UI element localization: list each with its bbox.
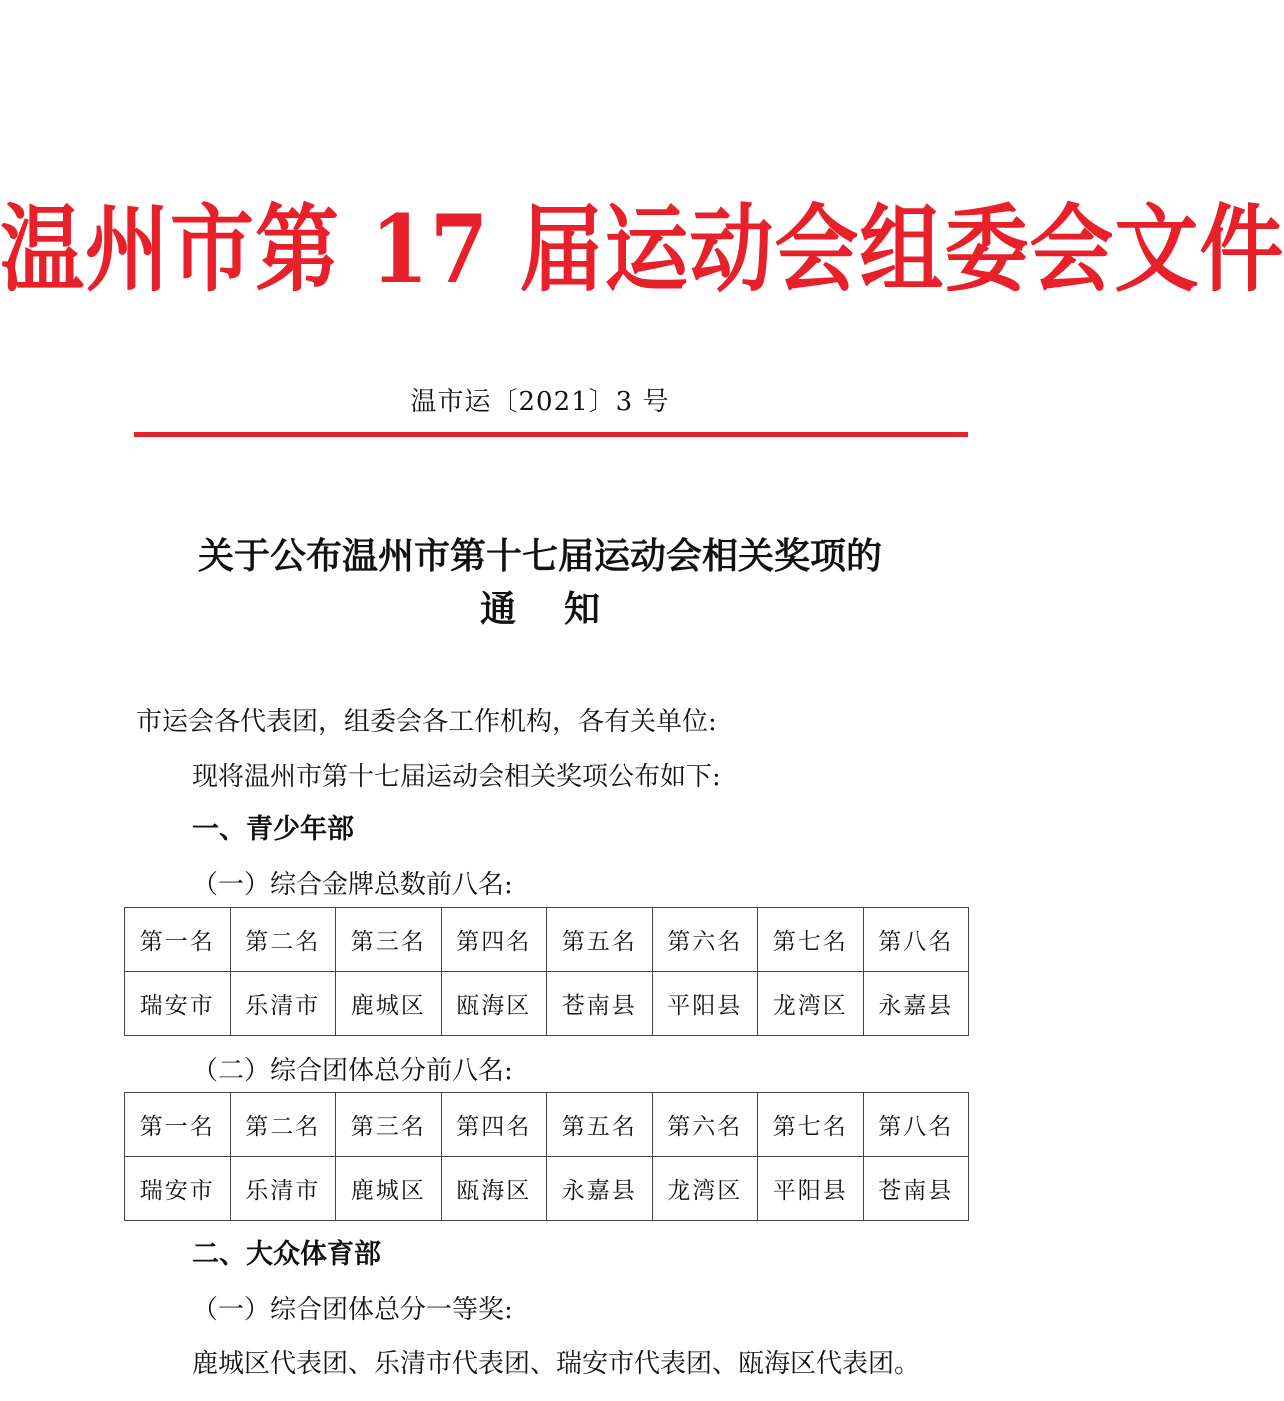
rank-header-cell: 第三名 [336, 908, 442, 972]
document-header-title: 温州市第 17 届运动会组委会文件 [0, 193, 1284, 305]
team-cell: 永嘉县 [863, 972, 969, 1036]
team-score-ranking-table [124, 1092, 969, 1221]
salutation: 市运会各代表团，组委会各工作机构，各有关单位: [136, 707, 717, 737]
team-cell: 乐清市 [230, 972, 336, 1036]
team-cell: 平阳县 [652, 972, 758, 1036]
rank-header-cell: 第六名 [652, 1093, 758, 1157]
section-heading-mass-sports: 二、大众体育部 [192, 1239, 381, 1270]
team-cell: 苍南县 [863, 1157, 969, 1221]
section-heading-youth: 一、青少年部 [192, 814, 354, 845]
gold-medal-ranking-table [124, 907, 969, 1036]
team-cell: 龙湾区 [652, 1157, 758, 1221]
table-row [125, 1157, 969, 1221]
team-cell: 瓯海区 [441, 972, 547, 1036]
rank-header-cell: 第二名 [230, 1093, 336, 1157]
team-cell: 永嘉县 [547, 1157, 653, 1221]
rank-header-cell: 第三名 [336, 1093, 442, 1157]
rank-header-cell: 第五名 [547, 908, 653, 972]
document-number: 温市运〔2021〕3 号 [410, 387, 670, 417]
subsection-label-gold-medals: （一）综合金牌总数前八名: [192, 870, 513, 900]
rank-header-cell: 第一名 [125, 908, 231, 972]
subsection-label-team-score: （二）综合团体总分前八名: [192, 1056, 513, 1086]
rank-header-cell: 第七名 [758, 908, 864, 972]
intro-paragraph: 现将温州市第十七届运动会相关奖项公布如下: [192, 762, 721, 792]
team-cell: 鹿城区 [336, 1157, 442, 1221]
team-cell: 龙湾区 [758, 972, 864, 1036]
rank-header-cell: 第四名 [441, 908, 547, 972]
team-cell: 鹿城区 [336, 972, 442, 1036]
team-cell: 瑞安市 [125, 972, 231, 1036]
header-divider [134, 432, 968, 437]
rank-header-cell: 第一名 [125, 1093, 231, 1157]
notice-title-second-line: 通知 [479, 588, 648, 630]
rank-header-cell: 第八名 [863, 1093, 969, 1157]
table-header-row [125, 908, 969, 972]
team-cell: 乐清市 [230, 1157, 336, 1221]
rank-header-cell: 第七名 [758, 1093, 864, 1157]
table-row [125, 972, 969, 1036]
team-cell: 平阳县 [758, 1157, 864, 1221]
rank-header-cell: 第五名 [547, 1093, 653, 1157]
rank-header-cell: 第四名 [441, 1093, 547, 1157]
subsection-label-first-prize: （一）综合团体总分一等奖: [192, 1295, 513, 1325]
notice-title: 关于公布温州市第十七届运动会相关奖项的 [197, 535, 882, 577]
rank-header-cell: 第二名 [230, 908, 336, 972]
first-prize-winners: 鹿城区代表团、乐清市代表团、瑞安市代表团、瓯海区代表团。 [192, 1349, 921, 1379]
team-cell: 苍南县 [547, 972, 653, 1036]
rank-header-cell: 第六名 [652, 908, 758, 972]
team-cell: 瑞安市 [125, 1157, 231, 1221]
table-header-row [125, 1093, 969, 1157]
team-cell: 瓯海区 [441, 1157, 547, 1221]
rank-header-cell: 第八名 [863, 908, 969, 972]
